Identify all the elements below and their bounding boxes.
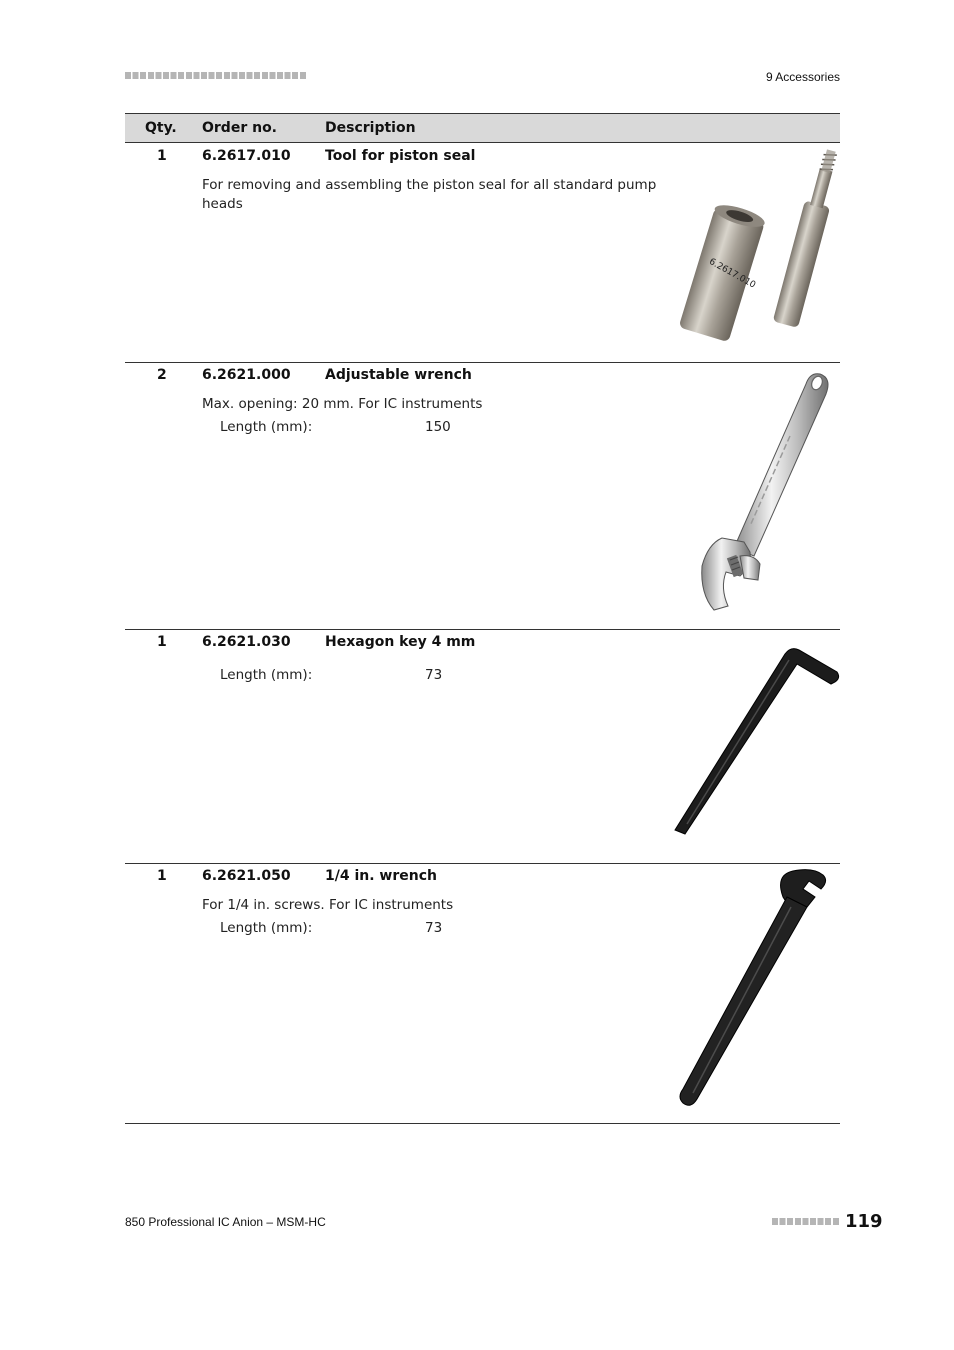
table-row — [125, 143, 840, 363]
tool-engraving: 6.2617.010 — [707, 256, 758, 291]
row-order-no: 6.2621.030 — [202, 634, 291, 650]
hex-key-icon — [665, 644, 840, 839]
chapter-title: 9 Accessories — [765, 70, 840, 84]
row-order-no: 6.2621.000 — [202, 367, 291, 383]
row-title: 1/4 in. wrench — [325, 868, 437, 884]
row-qty: 1 — [157, 868, 167, 884]
table-row — [125, 863, 840, 1124]
column-qty: Qty. — [145, 120, 177, 136]
row-qty: 1 — [157, 634, 167, 650]
spec-label: Length (mm): — [220, 667, 313, 683]
row-note: For 1/4 in. screws. For IC instruments — [202, 897, 454, 913]
column-description: Description — [325, 120, 416, 136]
piston-seal-tool-icon — [665, 147, 840, 347]
footer-product: 850 Professional IC Anion – MSM-HC — [125, 1215, 326, 1229]
adjustable-wrench-icon — [670, 366, 840, 616]
table-header — [125, 113, 840, 143]
column-order-no: Order no. — [202, 120, 278, 136]
row-qty: 1 — [157, 148, 167, 164]
spec-label: Length (mm): — [220, 419, 313, 435]
open-end-wrench-icon — [675, 867, 840, 1112]
row-title: Tool for piston seal — [325, 148, 476, 164]
row-order-no: 6.2621.050 — [202, 868, 291, 884]
spec-value: 150 — [425, 419, 451, 435]
row-qty: 2 — [157, 367, 167, 383]
footer-marker-squares — [772, 1218, 840, 1225]
header-marker-squares — [125, 72, 307, 79]
spec-value: 73 — [425, 920, 443, 936]
page-number: 119 — [845, 1211, 883, 1232]
spec-value: 73 — [425, 667, 443, 683]
row-note: For removing and assembling the piston seal for all standard pump heads — [202, 177, 657, 212]
table-row — [125, 362, 840, 630]
table-row — [125, 629, 840, 864]
spec-label: Length (mm): — [220, 920, 313, 936]
row-note: Max. opening: 20 mm. For IC instruments — [202, 396, 483, 412]
row-title: Adjustable wrench — [325, 367, 472, 383]
row-title: Hexagon key 4 mm — [325, 634, 476, 650]
row-order-no: 6.2617.010 — [202, 148, 291, 164]
